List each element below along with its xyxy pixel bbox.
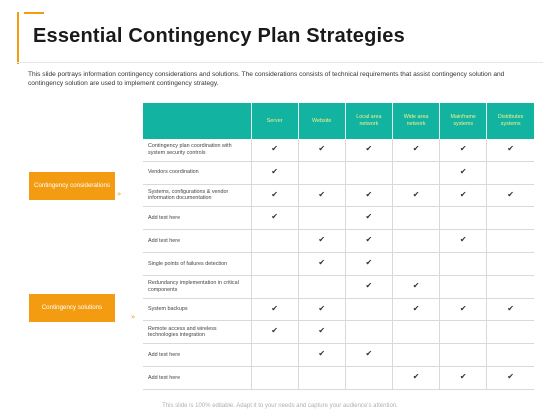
title-divider [17, 62, 543, 63]
check-icon: ✔ [459, 372, 467, 382]
matrix-cell [345, 184, 392, 207]
check-icon: ✔ [507, 303, 514, 313]
table-row [143, 161, 534, 184]
check-icon: ✔ [412, 280, 420, 290]
matrix-cell [298, 230, 345, 253]
matrix-cell [251, 230, 298, 253]
check-icon: ✔ [459, 144, 467, 154]
table-row [143, 321, 534, 344]
matrix-cell [392, 366, 439, 389]
matrix-cell [487, 184, 534, 207]
check-icon: ✔ [318, 303, 326, 313]
matrix-corner-cell [143, 103, 251, 139]
footer-note: This slide is 100% editable. Adapt it to your needs and capture your audience's attention. [162, 403, 398, 409]
check-icon: ✔ [271, 326, 278, 336]
matrix-cell [251, 207, 298, 230]
row-label: Remote access and wireless technologies integration [143, 321, 251, 344]
check-icon: ✔ [271, 189, 278, 199]
matrix-cell [298, 344, 345, 367]
matrix-cell [345, 207, 392, 230]
row-label: Redundancy implementation in critical components [143, 275, 251, 298]
check-icon: ✔ [365, 235, 373, 245]
arrow-considerations-icon: » [117, 190, 122, 198]
check-icon: ✔ [318, 326, 326, 336]
row-label: Systems, configurations & vendor information documentation [143, 184, 251, 207]
matrix-cell [345, 321, 392, 344]
group-label: Contingency considerations [33, 182, 110, 189]
matrix-cell [487, 139, 534, 161]
check-icon: ✔ [412, 372, 420, 382]
check-icon: ✔ [318, 349, 326, 359]
matrix-body [143, 139, 534, 389]
check-icon: ✔ [459, 166, 467, 176]
group-label: Contingency solutions [41, 304, 103, 311]
matrix-cell [251, 321, 298, 344]
table-row [143, 207, 534, 230]
check-icon: ✔ [459, 189, 467, 199]
check-icon: ✔ [365, 189, 373, 199]
group-contingency-considerations [29, 172, 115, 200]
matrix-cell [392, 344, 439, 367]
matrix-cell [298, 366, 345, 389]
check-icon: ✔ [271, 303, 278, 313]
table-row [143, 275, 534, 298]
check-icon: ✔ [412, 144, 420, 154]
matrix-cell [392, 275, 439, 298]
matrix-cell [392, 321, 439, 344]
column-header: Wide area network [392, 103, 439, 139]
check-icon: ✔ [412, 189, 420, 199]
matrix-cell [487, 366, 534, 389]
matrix-cell [298, 207, 345, 230]
arrow-solutions-icon: » [131, 313, 136, 321]
matrix-cell [392, 207, 439, 230]
table-row [143, 366, 534, 389]
matrix-cell [251, 366, 298, 389]
matrix-cell [440, 139, 487, 161]
table-row [143, 139, 534, 161]
matrix-cell [487, 252, 534, 275]
matrix-cell [440, 161, 487, 184]
check-icon: ✔ [365, 280, 373, 290]
matrix-cell [487, 321, 534, 344]
matrix-cell [440, 207, 487, 230]
table-row [143, 230, 534, 253]
column-header: Server [251, 103, 298, 139]
matrix-cell [440, 184, 487, 207]
matrix-cell [392, 184, 439, 207]
check-icon: ✔ [318, 235, 326, 245]
check-icon: ✔ [318, 144, 326, 154]
matrix-cell [345, 139, 392, 161]
strategy-matrix [143, 103, 534, 390]
matrix-cell [440, 298, 487, 321]
matrix-cell [487, 344, 534, 367]
row-label: Single points of failures detection [143, 252, 251, 275]
check-icon: ✔ [459, 235, 467, 245]
matrix-cell [251, 252, 298, 275]
check-icon: ✔ [271, 212, 278, 222]
check-icon: ✔ [365, 144, 373, 154]
check-icon: ✔ [318, 189, 326, 199]
matrix-cell [298, 184, 345, 207]
matrix-cell [345, 275, 392, 298]
matrix-cell [345, 366, 392, 389]
column-header: Local area network [345, 103, 392, 139]
accent-bar-vertical [17, 12, 19, 64]
check-icon: ✔ [459, 303, 467, 313]
matrix-cell [440, 344, 487, 367]
row-label: Add text here [143, 207, 251, 230]
check-icon: ✔ [271, 166, 278, 176]
table-row [143, 252, 534, 275]
matrix-cell [251, 344, 298, 367]
matrix-cell [440, 252, 487, 275]
check-icon: ✔ [365, 349, 373, 359]
matrix-cell [440, 366, 487, 389]
check-icon: ✔ [365, 258, 373, 268]
matrix-header-row [143, 103, 534, 139]
matrix-cell [440, 275, 487, 298]
check-icon: ✔ [507, 372, 514, 382]
matrix-cell [345, 298, 392, 321]
matrix-cell [392, 139, 439, 161]
slide-description: This slide portrays information contingency considerations and solutions. The considerations consists of technical requirements that assist contingency solution and contingency solution are used to implement contingency strategy. [28, 71, 505, 87]
matrix-cell [392, 298, 439, 321]
matrix-cell [298, 321, 345, 344]
row-label: Contingency plan coordination with system security controls [143, 139, 251, 161]
matrix-cell [487, 275, 534, 298]
matrix-cell [487, 230, 534, 253]
check-icon: ✔ [412, 303, 420, 313]
table-row [143, 298, 534, 321]
slide-title: Essential Contingency Plan Strategies [33, 25, 405, 47]
matrix-cell [298, 275, 345, 298]
matrix-cell [487, 161, 534, 184]
table-row [143, 184, 534, 207]
column-header: Distributes systems [487, 103, 534, 139]
group-contingency-solutions [29, 294, 115, 322]
matrix-cell [487, 298, 534, 321]
matrix-cell [392, 252, 439, 275]
check-icon: ✔ [507, 189, 514, 199]
check-icon: ✔ [365, 212, 373, 222]
matrix-cell [298, 161, 345, 184]
row-label: Vendors coordination [143, 161, 251, 184]
matrix-cell [345, 252, 392, 275]
matrix-cell [251, 298, 298, 321]
matrix-cell [487, 207, 534, 230]
matrix-cell [345, 161, 392, 184]
row-label: System backups [143, 298, 251, 321]
table-row [143, 344, 534, 367]
column-header: Website [298, 103, 345, 139]
matrix-cell [345, 344, 392, 367]
matrix-cell [251, 275, 298, 298]
matrix-cell [440, 230, 487, 253]
matrix-cell [298, 252, 345, 275]
matrix-cell [440, 321, 487, 344]
matrix-cell [251, 161, 298, 184]
row-label: Add text here [143, 366, 251, 389]
accent-bar-horizontal [24, 12, 44, 14]
check-icon: ✔ [507, 144, 514, 154]
check-icon: ✔ [271, 144, 278, 154]
column-header: Mainframe systems [440, 103, 487, 139]
row-label: Add text here [143, 344, 251, 367]
matrix-cell [392, 161, 439, 184]
matrix-cell [298, 298, 345, 321]
matrix-cell [392, 230, 439, 253]
matrix-cell [251, 139, 298, 161]
matrix-cell [345, 230, 392, 253]
row-label: Add text here [143, 230, 251, 253]
check-icon: ✔ [318, 258, 326, 268]
matrix-cell [298, 139, 345, 161]
matrix-cell [251, 184, 298, 207]
